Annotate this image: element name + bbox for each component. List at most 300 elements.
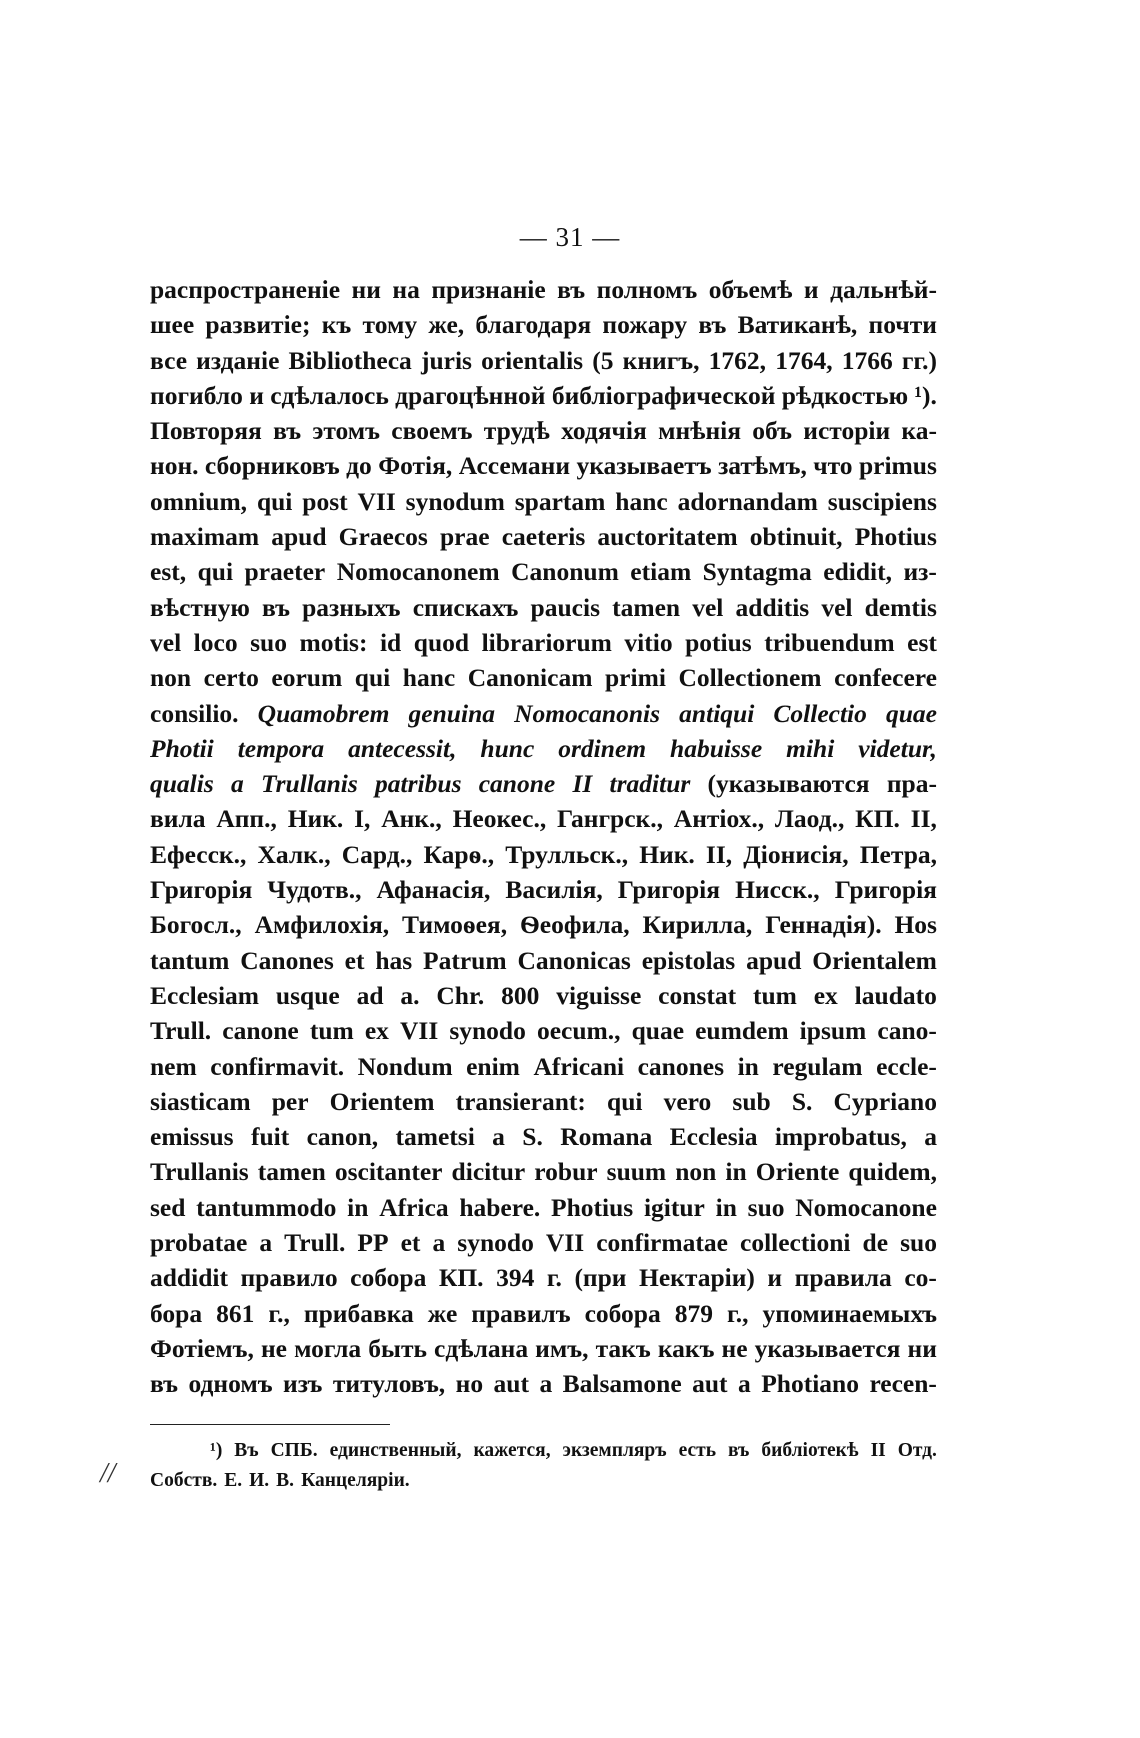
word: этомъ	[312, 416, 381, 446]
word: Фотія,	[378, 451, 453, 481]
word: ка-	[901, 416, 937, 446]
word: qui	[354, 663, 391, 693]
word: Трулльск.,	[505, 839, 629, 869]
word: VII	[545, 1228, 585, 1258]
word: Syntagma	[702, 557, 812, 587]
word: ни	[907, 1333, 937, 1363]
word: Nomocanonem	[336, 557, 500, 587]
word: титуловъ,	[332, 1369, 446, 1399]
word: vitio	[624, 627, 673, 657]
word: spartam	[514, 486, 606, 516]
word: Нисск.,	[735, 875, 820, 905]
word: obtinuit,	[749, 522, 843, 552]
word: Повторяя	[150, 416, 262, 446]
word: Григорія	[150, 875, 253, 905]
word: (указываются	[707, 769, 870, 799]
word: habere.	[459, 1192, 541, 1222]
word: быть	[368, 1333, 427, 1363]
word: сдѣлана	[434, 1333, 529, 1363]
word: S.	[522, 1122, 543, 1152]
word: въ	[261, 592, 290, 622]
footnote-word: библіотекѣ	[761, 1440, 859, 1461]
word: что	[813, 451, 853, 481]
word: со-	[904, 1263, 937, 1293]
word: primus	[858, 451, 937, 481]
word: г.,	[727, 1298, 749, 1328]
word: emissus	[150, 1122, 234, 1152]
word: apud	[746, 945, 802, 975]
word: Photius	[551, 1192, 634, 1222]
word: же	[427, 1298, 458, 1328]
word: Orientem	[329, 1086, 435, 1116]
text-line	[150, 731, 937, 766]
footnote	[150, 1436, 937, 1496]
footnote-word: СПБ.	[270, 1440, 318, 1461]
word: certo	[203, 663, 259, 693]
word: ordinem	[558, 733, 647, 763]
text-line	[150, 1154, 937, 1189]
word: et	[344, 945, 365, 975]
word: confecere	[834, 663, 937, 693]
word: canones	[637, 1051, 725, 1081]
word: Ник.	[287, 804, 344, 834]
text-line	[150, 554, 937, 589]
word: in	[737, 1051, 759, 1081]
word: Геннадія).	[765, 910, 882, 940]
word: изданіе	[196, 345, 280, 375]
word: КП.	[438, 1263, 484, 1293]
word: въ	[698, 310, 727, 340]
word: etiam	[630, 557, 692, 587]
word: addidit	[150, 1263, 228, 1293]
word: все	[150, 345, 188, 375]
word: cano-	[877, 1016, 937, 1046]
word: собора	[584, 1298, 661, 1328]
word: eumdem	[695, 1016, 789, 1046]
word: указываетъ	[576, 451, 712, 481]
word: Ник.	[639, 839, 695, 869]
word: synodo	[457, 1228, 534, 1258]
word: tamen	[612, 592, 681, 622]
word: одномъ	[188, 1369, 273, 1399]
word: est	[907, 627, 937, 657]
word: спискахъ	[412, 592, 519, 622]
word: Africani	[533, 1051, 625, 1081]
word: primi	[605, 663, 666, 693]
word: до	[346, 451, 372, 481]
word: tum	[309, 1016, 354, 1046]
word: quidem,	[848, 1157, 937, 1187]
word: Chr.	[436, 980, 485, 1010]
word: Photii	[150, 733, 214, 763]
text-line	[150, 837, 937, 872]
word: siasticam	[150, 1086, 251, 1116]
word: Collectionem	[678, 663, 822, 693]
word: Collectio	[773, 698, 867, 728]
word: не	[260, 1333, 287, 1363]
word: id	[379, 627, 402, 657]
word: PP	[357, 1228, 389, 1258]
page-number: — 31 —	[519, 222, 621, 252]
word: вила	[150, 804, 206, 834]
word: omnium,	[150, 486, 248, 516]
word: въ	[150, 1369, 179, 1399]
word: Nondum	[357, 1051, 453, 1081]
word: habuisse	[670, 733, 763, 763]
word: loco	[193, 627, 238, 657]
word: Nomocanonis	[514, 698, 661, 728]
word: Canonicam	[467, 663, 593, 693]
word: viguisse	[556, 980, 642, 1010]
word: a	[738, 1369, 751, 1399]
word: указывается	[754, 1333, 901, 1363]
word: vel	[692, 592, 724, 622]
word: Богосл.,	[150, 910, 242, 940]
footnote-word: экземпляръ	[562, 1440, 667, 1461]
word: qui	[197, 557, 234, 587]
word: a	[259, 1228, 273, 1258]
word: Ѳеофила,	[519, 910, 630, 940]
word: II,	[705, 839, 733, 869]
word: объ	[752, 416, 792, 446]
word: VII	[357, 486, 396, 516]
word: juris	[420, 345, 472, 375]
word: Діонисія,	[743, 839, 849, 869]
word: quod	[413, 627, 470, 657]
word: probatae	[150, 1228, 248, 1258]
text-line	[150, 1119, 937, 1154]
word: Чудотв.,	[267, 875, 362, 905]
word: Гангрск.,	[557, 804, 663, 834]
word: же,	[428, 310, 465, 340]
word: Ватиканѣ,	[737, 310, 858, 340]
word: тому	[362, 310, 418, 340]
word: нон.	[150, 451, 199, 481]
word: ad	[356, 980, 384, 1010]
text-line	[150, 1260, 937, 1295]
word: a.	[400, 980, 420, 1010]
word: tantummodo	[196, 1192, 337, 1222]
word: eccle-	[876, 1051, 937, 1081]
word: apud	[271, 522, 327, 552]
word: Trull.	[150, 1016, 212, 1046]
word: synodum	[405, 486, 505, 516]
word: oscitanter	[334, 1157, 443, 1187]
word: hanc	[402, 663, 456, 693]
word: 800	[501, 980, 540, 1010]
footnote-word: Е.	[224, 1470, 243, 1491]
word: Balsamone	[562, 1369, 682, 1399]
footnote-word: въ	[727, 1440, 750, 1461]
main-paragraph	[150, 272, 937, 1402]
text-line	[150, 378, 937, 413]
word: ex	[813, 980, 838, 1010]
word: пра-	[886, 769, 937, 799]
word: recen-	[869, 1369, 937, 1399]
word: suo	[900, 1228, 937, 1258]
word: collectioni	[740, 1228, 851, 1258]
word: tribuendum	[764, 627, 895, 657]
word: additis	[735, 592, 810, 622]
word: библіографической	[551, 380, 776, 410]
word: per	[271, 1086, 309, 1116]
word: объемѣ	[708, 275, 793, 304]
word: vero	[663, 1086, 712, 1116]
word: laudato	[854, 980, 937, 1010]
footnote-line	[150, 1436, 937, 1466]
word: полномъ	[596, 275, 698, 304]
text-line	[150, 907, 937, 942]
word: patribus	[375, 769, 462, 799]
word: разныхъ	[302, 592, 401, 622]
word: tempora	[237, 733, 325, 763]
footnote-word: кажется,	[473, 1440, 551, 1461]
word: ни	[351, 275, 381, 304]
word: improbatus,	[774, 1122, 907, 1152]
word: antiqui	[679, 698, 755, 728]
word: Canones	[240, 945, 334, 975]
word: suscipiens	[827, 486, 937, 516]
word: confirmavit.	[210, 1051, 345, 1081]
word: дальнѣй-	[830, 275, 937, 304]
word: canon,	[306, 1122, 379, 1152]
word: suum	[606, 1157, 667, 1187]
word: traditur	[609, 769, 691, 799]
word: dicitur	[451, 1157, 526, 1187]
text-line	[150, 1366, 937, 1401]
footnote-line	[150, 1466, 937, 1496]
word: II,	[910, 804, 937, 834]
word: non	[675, 1157, 717, 1187]
word: est,	[150, 557, 187, 587]
word: ходячія	[561, 416, 647, 446]
word: Patrum	[423, 945, 507, 975]
word: Hos	[894, 910, 937, 940]
word: 1764,	[775, 345, 833, 375]
word: et	[400, 1228, 421, 1258]
word: мнѣнія	[658, 416, 742, 446]
footnote-word: Канцеляріи.	[301, 1470, 410, 1491]
word: Анк.,	[381, 804, 442, 834]
word: a	[432, 1228, 446, 1258]
word: Василія,	[505, 875, 603, 905]
word: prae	[440, 522, 490, 552]
word: epistolas	[641, 945, 736, 975]
word: robur	[534, 1157, 598, 1187]
text-line	[150, 872, 937, 907]
word: Афанасія,	[376, 875, 491, 905]
word: Ecclesia	[669, 1122, 758, 1152]
word: Апп.,	[216, 804, 277, 834]
word: Romana	[560, 1122, 653, 1152]
text-line	[150, 978, 937, 1013]
word: II	[572, 769, 593, 799]
word: ¹).	[914, 380, 937, 410]
word: in	[715, 1192, 737, 1222]
word: не	[721, 1333, 748, 1363]
word: правилъ	[471, 1298, 571, 1328]
word: constat	[658, 980, 737, 1010]
word: но	[455, 1369, 484, 1399]
text-line	[150, 1190, 937, 1225]
word: какъ	[657, 1333, 715, 1363]
footnote-word: Собств.	[150, 1470, 218, 1491]
word: Григорія	[834, 875, 937, 905]
word: qui	[256, 486, 293, 516]
word: из-	[903, 557, 937, 587]
word: a	[492, 1122, 505, 1152]
word: post	[302, 486, 348, 516]
word: 394	[496, 1263, 535, 1293]
text-line	[150, 343, 937, 378]
word: упоминаемыхъ	[762, 1298, 937, 1328]
word: почти	[868, 310, 937, 340]
word: Trullanis	[150, 1157, 249, 1187]
word: (5	[592, 345, 614, 375]
word: Photiano	[761, 1369, 859, 1399]
word: de	[862, 1228, 889, 1258]
word: quae	[886, 698, 937, 728]
footnote-word: В.	[276, 1470, 295, 1491]
word: Тимоѳея,	[402, 910, 508, 940]
word: Амфилохія,	[254, 910, 390, 940]
word: Cypriano	[833, 1086, 937, 1116]
text-line	[150, 484, 937, 519]
word: рѣдкостью	[781, 380, 909, 410]
word: исторіи	[803, 416, 891, 446]
word: (при	[574, 1263, 627, 1293]
word: synodo	[449, 1016, 526, 1046]
word: a	[924, 1122, 937, 1152]
word: potius	[685, 627, 752, 657]
word: paucis	[530, 592, 600, 622]
word: сдѣлалось	[270, 380, 389, 410]
word: Антіох.,	[673, 804, 765, 834]
text-line	[150, 1084, 937, 1119]
text-line	[150, 448, 937, 483]
word: Карѳ.,	[423, 839, 495, 869]
word: правила	[794, 1263, 892, 1293]
word: могла	[294, 1333, 362, 1363]
word: бора	[150, 1298, 203, 1328]
word: и	[803, 275, 819, 304]
word: adornandam	[677, 486, 818, 516]
text-line	[150, 1331, 937, 1366]
word: къ	[321, 310, 352, 340]
word: прибавка	[303, 1298, 414, 1328]
word: 1762,	[708, 345, 767, 375]
word: S.	[791, 1086, 813, 1116]
word: г.,	[268, 1298, 290, 1328]
word: tum	[752, 980, 797, 1010]
text-line	[150, 801, 937, 836]
word: aut	[692, 1369, 728, 1399]
word: VII	[399, 1016, 439, 1046]
text-line	[150, 943, 937, 978]
word: такъ	[595, 1333, 651, 1363]
word: Неокес.,	[452, 804, 547, 834]
word: правило	[240, 1263, 338, 1293]
word: motis:	[299, 627, 368, 657]
word: non	[150, 663, 192, 693]
word: трудѣ	[483, 416, 550, 446]
footnote-word: ¹)	[210, 1440, 223, 1461]
text-line	[150, 272, 937, 307]
word: auctoritatem	[597, 522, 738, 552]
word: hunc	[480, 733, 535, 763]
word: usque	[275, 980, 340, 1010]
word: благодаря	[475, 310, 592, 340]
word: Nomocanone	[795, 1192, 937, 1222]
footnote-rule	[150, 1424, 390, 1425]
text-line	[150, 413, 937, 448]
word: tametsi	[395, 1122, 475, 1152]
word: Ефесск.,	[150, 839, 247, 869]
word: 879	[674, 1298, 714, 1328]
text-line	[150, 1013, 937, 1048]
word: tamen	[257, 1157, 326, 1187]
word: edidit,	[823, 557, 892, 587]
word: изъ	[283, 1369, 323, 1399]
word: имъ,	[535, 1333, 589, 1363]
word: Bibliotheca	[288, 345, 412, 375]
word: I,	[354, 804, 371, 834]
word: шее	[150, 310, 195, 340]
word: mihi	[786, 733, 835, 763]
text-line	[150, 1225, 937, 1260]
word: nem	[150, 1051, 197, 1081]
word: Петра,	[859, 839, 937, 869]
word: regulam	[772, 1051, 863, 1081]
word: Photius	[854, 522, 937, 552]
word: sub	[732, 1086, 771, 1116]
word: признаніе	[431, 275, 546, 304]
word: videtur,	[858, 733, 937, 763]
word: Фотіемъ,	[150, 1333, 254, 1363]
word: a	[231, 769, 244, 799]
word: Africa	[379, 1192, 449, 1222]
word: vel	[150, 627, 182, 657]
word: Кирилла,	[642, 910, 753, 940]
word: consilio.	[150, 698, 239, 728]
word: Quamobrem	[257, 698, 390, 728]
word: своемъ	[391, 416, 473, 446]
word: confirmatae	[596, 1228, 728, 1258]
word: sed	[150, 1192, 186, 1222]
word: suo	[250, 627, 287, 657]
word: orientalis	[481, 345, 584, 375]
word: in	[347, 1192, 369, 1222]
word: qualis	[150, 769, 214, 799]
word: librariorum	[481, 627, 612, 657]
word: затѣмъ,	[718, 451, 807, 481]
word: собора	[350, 1263, 427, 1293]
word: Сард.,	[341, 839, 413, 869]
word: драгоцѣнной	[395, 380, 546, 410]
word: tantum	[150, 945, 230, 975]
word: canone	[222, 1016, 299, 1046]
word: Trullanis	[260, 769, 358, 799]
word: caeteris	[501, 522, 586, 552]
word: maximam	[150, 522, 260, 552]
word: сборниковъ	[204, 451, 340, 481]
word: a	[539, 1369, 553, 1399]
word: oecum.,	[536, 1016, 621, 1046]
footnote-word: единственный,	[329, 1440, 462, 1461]
word: КП.	[855, 804, 900, 834]
text-line	[150, 1049, 937, 1084]
footnote-word: Отд.	[897, 1440, 937, 1461]
